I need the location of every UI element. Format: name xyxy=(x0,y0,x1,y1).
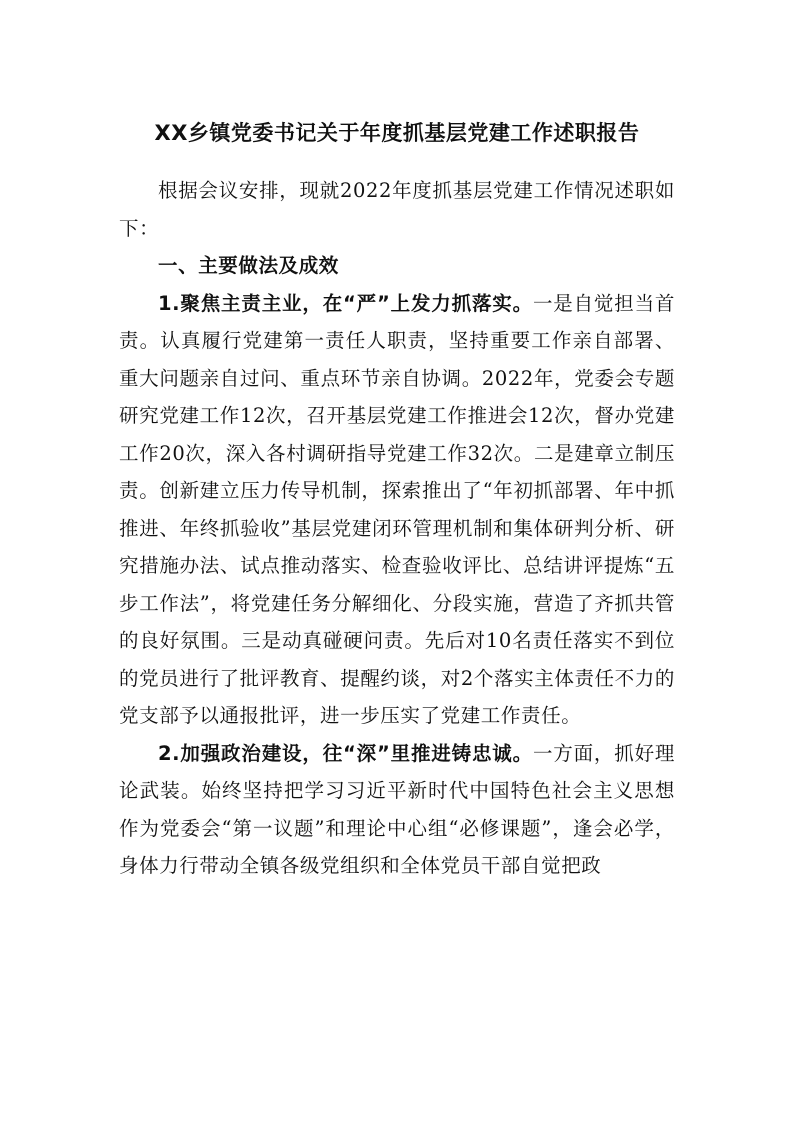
item-2-body: 一方面，抓好理论武装。始终坚持把学习习近平新时代中国特色社会主义思想作为党委会“第一议题”和理论中心组“必修课题”，逢会必学，身体力行带动全镇各级党组织和全体党员干部自觉把政 xyxy=(119,741,676,877)
item-1-paragraph xyxy=(119,285,675,735)
document-title: XX乡镇党委书记关于年度抓基层党建工作述职报告 xyxy=(154,121,640,145)
item-1-body: 一是自觉担当首责。认真履行党建第一责任人职责，坚持重要工作亲自部署、重大问题亲自过问、重点环节亲自协调。2022年，党委会专题研究党建工作12次，召开基层党建工作推进会12次，督办党建工作20次，深入各村调研指导党建工作32次。二是建章立制压责。创新建立压力传导机制，探索推出了“年初抓部署、年中抓推进、年终抓验收”基层党建闭环管理机制和集体研判分析、研究措施办法、试点推动落实、检查验收评比、总结讲评提炼“五步工作法”，将党建任务分解细化、分段实施，营造了齐抓共管的良好氛围。三是动真碰硬问责。先后对10名责任落实不到位的党员进行了批评教育、提醒约谈，对2个落实主体责任不力的党支部予以通报批评，进一步压实了党建工作责任。 xyxy=(119,291,676,727)
section-heading: 一、主要做法及成效 xyxy=(158,254,339,277)
item-1-lead: 1.聚焦主责主业，在“严”上发力抓落实。 xyxy=(158,291,533,315)
item-2-lead: 2.加强政治建设，往“深”里推进铸忠诚。 xyxy=(158,741,533,765)
item-2-paragraph xyxy=(119,735,675,885)
intro-paragraph: 根据会议安排，现就2022年度抓基层党建工作情况述职如下： xyxy=(119,179,675,240)
document-body xyxy=(119,116,675,885)
